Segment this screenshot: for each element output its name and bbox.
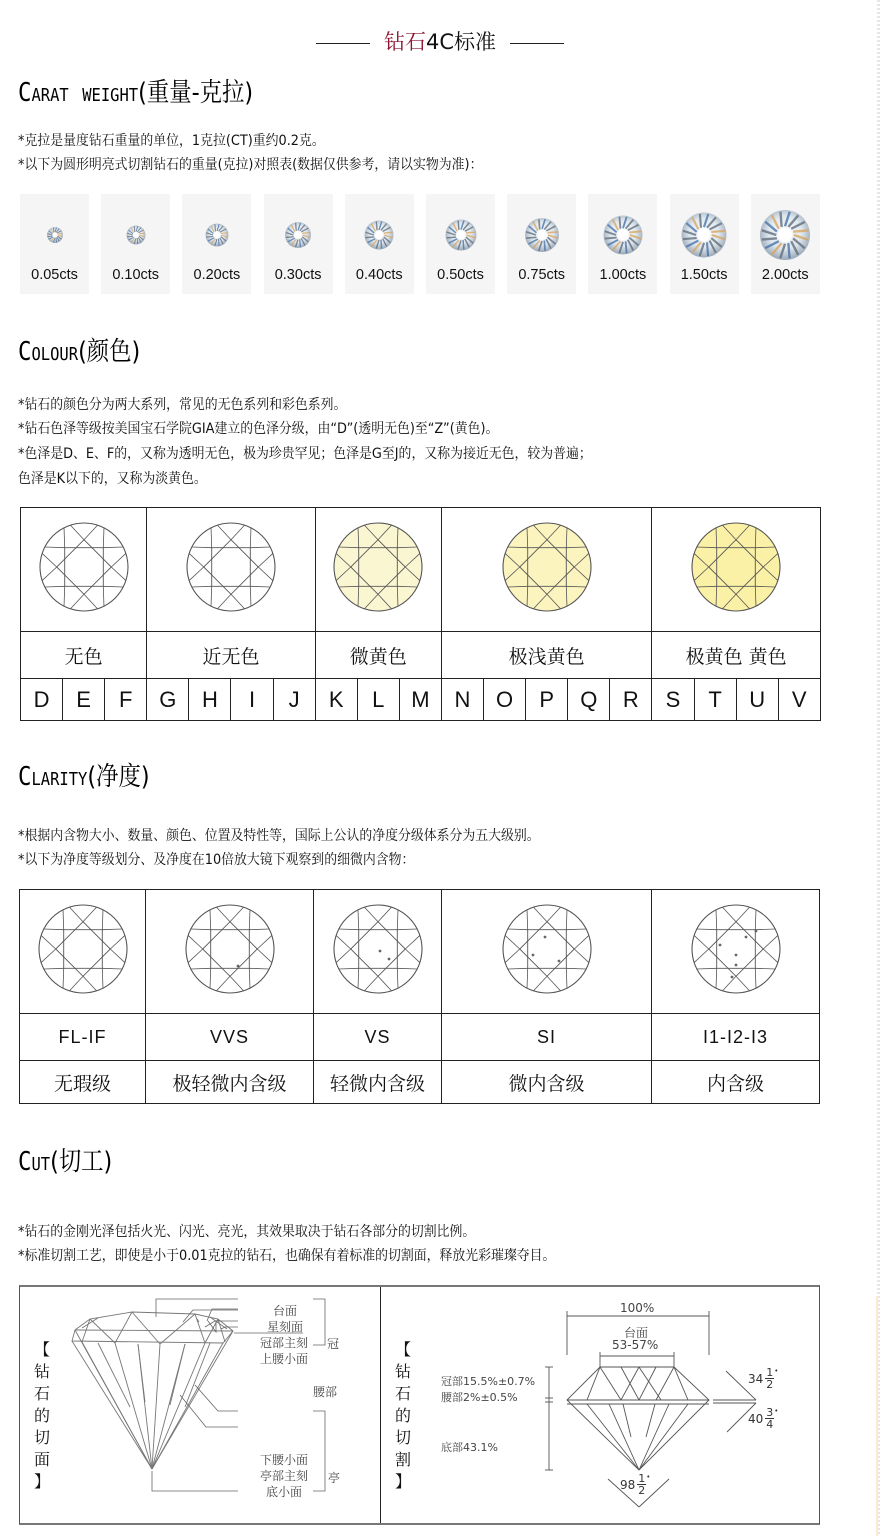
title-accent: 钻石	[383, 30, 426, 54]
vertical-label-char: 【	[33, 1340, 50, 1359]
clarity-grade-code: VVS	[146, 1014, 314, 1061]
clarity-grade-desc: 微内含级	[442, 1061, 652, 1104]
colour-grade-letter: S	[652, 679, 694, 721]
degree-mark: •	[774, 1407, 779, 1415]
cut-diagram-box	[19, 1285, 820, 1525]
vertical-label-char: 】	[394, 1472, 411, 1491]
carat-card	[507, 194, 576, 294]
diamond-icon	[284, 221, 312, 253]
carat-heading	[18, 72, 253, 109]
diamond-inclusion-icon	[501, 903, 593, 1000]
vertical-label-char: 石	[33, 1384, 50, 1403]
table-percent: 53-57%	[612, 1338, 659, 1352]
colour-grade-letter: D	[21, 679, 63, 721]
carat-card	[670, 194, 739, 294]
vertical-label-char: 石	[394, 1384, 411, 1403]
title-rule-right	[510, 43, 564, 44]
width-percent: 100%	[620, 1301, 655, 1315]
colour-grade-letter: G	[147, 679, 189, 721]
diamond-outline-icon	[690, 521, 782, 618]
colour-image-row	[21, 508, 821, 632]
diamond-icon	[46, 226, 64, 248]
carat-card-label: 2.00cts	[761, 267, 809, 283]
colour-line-4: 色泽是K以下的，又称为淡黄色。	[18, 471, 207, 487]
colour-line-1: *钻石的颜色分为两大系列，常见的无色系列和彩色系列。	[18, 397, 347, 413]
clarity-heading	[18, 756, 150, 793]
diamond-inclusion-icon	[690, 903, 782, 1000]
diamond-outline-icon	[501, 521, 593, 618]
vertical-label-char: 面	[33, 1450, 50, 1469]
colour-grade-letter: M	[399, 679, 441, 721]
vertical-label-char: 【	[394, 1340, 411, 1359]
crown-facet-label: 台面	[273, 1304, 298, 1318]
vertical-label-char: 切	[33, 1428, 50, 1447]
colour-heading-cn: (颜色)	[78, 337, 141, 367]
vertical-label-char: 的	[33, 1406, 50, 1425]
angle-fraction	[765, 1367, 774, 1390]
diamond-inclusion-icon	[184, 903, 276, 1000]
fraction-denominator: 2	[638, 1484, 646, 1497]
colour-grade-letter: T	[694, 679, 736, 721]
diamond-outline-icon	[185, 521, 277, 618]
carat-heading-cn: (重量-克拉)	[138, 78, 254, 108]
pavilion-facet-label: 亭部主刻	[260, 1469, 309, 1483]
colour-grade-letter: N	[441, 679, 483, 721]
colour-group-name: 极浅黄色	[441, 632, 652, 679]
diamond-outline-icon	[332, 521, 424, 618]
colour-grade-letter: V	[778, 679, 820, 721]
fraction-denominator: 2	[766, 1378, 774, 1391]
colour-letter-row	[21, 679, 821, 721]
colour-group-row	[21, 632, 821, 679]
angle-degrees: 40	[748, 1411, 764, 1426]
pavilion-angle	[748, 1407, 778, 1430]
colour-grade-letter: J	[273, 679, 315, 721]
vertical-label-char: 钻	[33, 1362, 50, 1381]
carat-card-label: 0.10cts	[112, 267, 160, 283]
carat-card	[20, 194, 89, 294]
cut-heading-cn: (切工)	[50, 1147, 113, 1177]
clarity-grade-code: FL-IF	[20, 1014, 146, 1061]
clarity-desc-row	[20, 1061, 820, 1104]
diamond-icon	[125, 225, 146, 250]
colour-grade-letter: F	[105, 679, 147, 721]
crown-angle	[748, 1367, 778, 1390]
colour-group-image	[315, 508, 441, 632]
carat-card	[588, 194, 657, 294]
crown-facet-label: 上腰小面	[260, 1352, 309, 1366]
carat-card-label: 0.05cts	[31, 267, 78, 283]
clarity-grade-desc: 极轻微内含级	[146, 1061, 314, 1104]
fraction-numerator: 1	[766, 1366, 774, 1379]
pavilion-facet-label: 底小面	[266, 1485, 303, 1499]
clarity-grade-code: SI	[442, 1014, 652, 1061]
colour-group-image	[441, 508, 652, 632]
clarity-grade-image	[314, 890, 442, 1014]
colour-grade-letter: Q	[568, 679, 610, 721]
clarity-code-row	[20, 1014, 820, 1061]
angle-fraction	[637, 1473, 646, 1496]
colour-line-2: *钻石色泽等级按美国宝石学院GIA建立的色泽分级，由“D”(透明无色)至“Z”(黄色)。	[18, 421, 499, 437]
colour-grade-letter: R	[610, 679, 652, 721]
clarity-grade-image	[20, 890, 146, 1014]
crown-facet-label: 星刻面	[267, 1320, 304, 1334]
carat-line-2: *以下为圆形明亮式切割钻石的重量(克拉)对照表(数据仅供参考，请以实物为准)：	[18, 157, 483, 173]
clarity-heading-en: Clarity	[18, 762, 88, 792]
angle-fraction	[765, 1407, 774, 1430]
clarity-grade-table	[19, 889, 820, 1104]
angle-degrees: 34	[748, 1371, 764, 1386]
carat-card	[345, 194, 414, 294]
colour-group-image	[21, 508, 147, 632]
diamond-proportion-diagram-icon	[381, 1287, 819, 1523]
carat-card	[182, 194, 251, 294]
diamond-icon	[364, 220, 395, 255]
carat-card-label: 0.50cts	[437, 267, 484, 283]
pavilion-facet-label: 下腰小面	[260, 1453, 309, 1467]
fraction-numerator: 3	[766, 1406, 774, 1419]
carat-card-label: 1.00cts	[599, 267, 647, 283]
pavilion-depth: 底部43.1%	[441, 1441, 498, 1454]
diamond-icon	[204, 223, 229, 252]
crown-facet-label: 冠部主刻	[260, 1336, 309, 1350]
diamond-facet-diagram-icon	[20, 1287, 380, 1523]
colour-heading-en: Colour	[18, 337, 79, 367]
fraction-denominator: 4	[766, 1418, 774, 1431]
colour-group-name: 极黄色 黄色	[652, 632, 820, 679]
fraction-numerator: 1	[638, 1472, 646, 1485]
colour-group-name: 无色	[21, 632, 147, 679]
clarity-grade-image	[652, 890, 820, 1014]
page-edge-accent	[876, 1296, 878, 1536]
diamond-icon	[681, 212, 728, 263]
vertical-label-char: 割	[394, 1450, 411, 1469]
clarity-line-1: *根据内含物大小、数量、颜色、位置及特性等，国际上公认的净度分级体系分为五大级别。	[18, 828, 540, 844]
colour-group-image	[652, 508, 820, 632]
colour-grade-letter: P	[526, 679, 568, 721]
carat-card-label: 0.40cts	[355, 267, 403, 283]
colour-grade-letter: K	[315, 679, 357, 721]
vertical-label-char: 的	[394, 1406, 411, 1425]
clarity-grade-desc: 轻微内含级	[314, 1061, 442, 1104]
clarity-grade-desc: 内含级	[652, 1061, 820, 1104]
diamond-icon	[602, 215, 643, 260]
colour-grade-letter: I	[231, 679, 273, 721]
diamond-icon	[759, 209, 811, 265]
colour-grade-letter: E	[63, 679, 105, 721]
colour-grade-letter: U	[736, 679, 778, 721]
colour-group-name: 微黄色	[315, 632, 441, 679]
diamond-icon	[444, 219, 477, 256]
clarity-grade-image	[146, 890, 314, 1014]
carat-card	[426, 194, 495, 294]
diamond-inclusion-icon	[37, 903, 129, 1000]
carat-card	[264, 194, 333, 294]
colour-grade-letter: O	[484, 679, 526, 721]
carat-heading-en: Carat weight	[18, 78, 139, 108]
cut-line-1: *钻石的金刚光泽包括火光、闪光、亮光，其效果取决于钻石各部分的切割比例。	[18, 1224, 476, 1240]
colour-group-name: 近无色	[147, 632, 315, 679]
clarity-grade-code: I1-I2-I3	[652, 1014, 820, 1061]
colour-grade-letter: H	[189, 679, 231, 721]
clarity-line-2: *以下为净度等级划分、及净度在10倍放大镜下观察到的细微内含物：	[18, 852, 415, 868]
clarity-grade-code: VS	[314, 1014, 442, 1061]
title-rest: 4C标准	[425, 30, 497, 54]
colour-heading	[18, 331, 140, 368]
colour-grade-table	[20, 507, 821, 721]
vertical-label-char: 】	[33, 1472, 50, 1491]
culet-angle	[620, 1473, 650, 1496]
vertical-label-char: 切	[394, 1428, 411, 1447]
vertical-label-char: 钻	[394, 1362, 411, 1381]
diamond-icon	[524, 217, 560, 257]
angle-degrees: 98	[620, 1477, 636, 1492]
carat-card	[101, 194, 170, 294]
carat-card-label: 0.75cts	[518, 267, 566, 283]
diamond-inclusion-icon	[332, 903, 424, 1000]
crown-group-label: 冠	[327, 1337, 340, 1351]
colour-line-3: *色泽是D、E、F的，又称为透明无色，极为珍贵罕见；色泽是G至J的，又称为接近无色，较为普遍；	[18, 446, 592, 462]
page-title	[0, 26, 880, 56]
degree-mark: •	[774, 1367, 779, 1375]
clarity-grade-image	[442, 890, 652, 1014]
crown-height: 冠部15.5%±0.7%	[441, 1375, 536, 1388]
degree-mark: •	[646, 1473, 651, 1481]
cut-line-2: *标准切割工艺，即使是小于0.01克拉的钻石，也确保有着标准的切割面，释放光彩璀璨夺目。	[18, 1248, 556, 1264]
girdle-thickness: 腰部2%±0.5%	[441, 1391, 518, 1404]
colour-grade-letter: L	[357, 679, 399, 721]
carat-card-label: 0.20cts	[193, 267, 241, 283]
carat-card-label: 1.50cts	[680, 267, 728, 283]
table-label: 台面	[624, 1326, 649, 1340]
clarity-image-row	[20, 890, 820, 1014]
diamond-outline-icon	[38, 521, 130, 618]
carat-card-label: 0.30cts	[274, 267, 322, 283]
pavilion-group-label: 亭	[328, 1471, 341, 1485]
cut-heading	[18, 1141, 112, 1178]
carat-line-1: *克拉是量度钻石重量的单位，1克拉(CT)重约0.2克。	[18, 133, 325, 149]
girdle-label: 腰部	[313, 1385, 338, 1399]
clarity-heading-cn: (净度)	[87, 762, 150, 792]
title-rule-left	[316, 43, 370, 44]
carat-card	[751, 194, 820, 294]
colour-group-image	[147, 508, 315, 632]
clarity-grade-desc: 无瑕级	[20, 1061, 146, 1104]
cut-heading-en: Cut	[18, 1147, 51, 1177]
